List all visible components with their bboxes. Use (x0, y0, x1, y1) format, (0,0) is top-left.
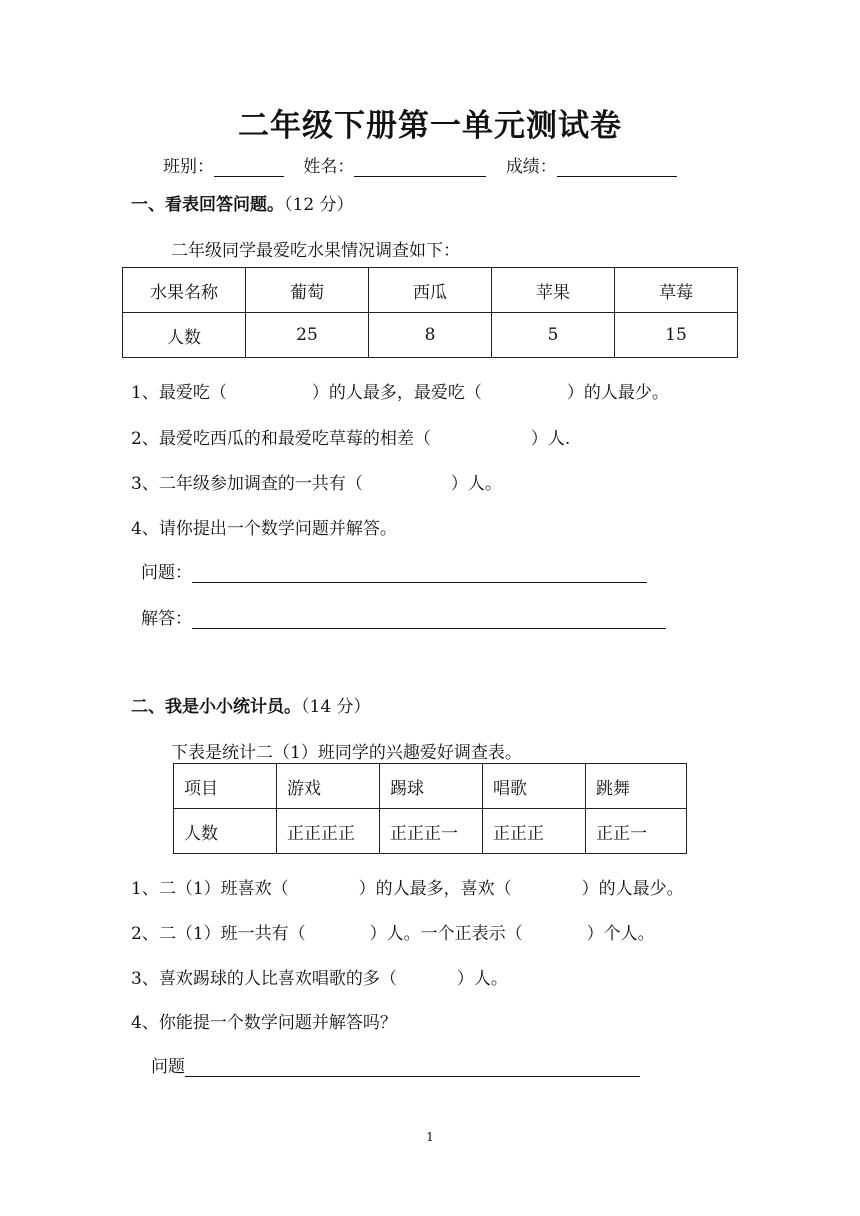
section1-question-3: 3、二年级参加调查的一共有（ ）人。 (131, 474, 502, 494)
section2-question-4: 4、你能提一个数学问题并解答吗？ (131, 1013, 397, 1033)
fruit-table (122, 267, 738, 358)
table-row (174, 764, 687, 809)
table-cell: 正正正正 (277, 809, 380, 854)
section1-intro: 二年级同学最爱吃水果情况调查如下： (171, 241, 460, 261)
section1-question-2: 2、最爱吃西瓜的和最爱吃草莓的相差（ ）人. (131, 429, 571, 449)
table-cell: 西瓜 (369, 268, 492, 313)
class-field[interactable] (214, 158, 284, 177)
table-cell: 苹果 (492, 268, 615, 313)
section2-points: （14 分） (301, 697, 371, 717)
table-cell: 正正正一 (380, 809, 483, 854)
section1-heading: 一、看表回答问题。（12 分） (131, 195, 354, 215)
table-cell: 草莓 (615, 268, 738, 313)
section2-question-1: 1、二（1）班喜欢（ ）的人最多，喜欢（ ）的人最少。 (131, 879, 684, 899)
section1-question-4: 4、请你提出一个数学问题并解答。 (131, 519, 397, 539)
score-label: 成绩： (505, 157, 557, 177)
table-cell: 5 (492, 313, 615, 358)
section2-question-2: 2、二（1）班一共有（ ）人。一个正表示（ ）个人。 (131, 924, 655, 944)
table-cell: 水果名称 (123, 268, 246, 313)
question-field[interactable] (185, 1058, 640, 1077)
answer-field[interactable] (192, 610, 666, 629)
table-row (174, 809, 687, 854)
section2-question-line: 问题 (151, 1052, 640, 1077)
page-title: 二年级下册第一单元测试卷 (238, 108, 622, 144)
section2-heading: 二、我是小小统计员。（14 分） (131, 697, 371, 717)
section1-question-line: 问题： (141, 558, 647, 583)
name-label: 姓名： (303, 157, 355, 177)
score-field[interactable] (557, 158, 677, 177)
table-cell: 游戏 (277, 764, 380, 809)
question-field[interactable] (192, 564, 647, 583)
table-cell: 跳舞 (586, 764, 687, 809)
section2-intro: 下表是统计二（1）班同学的兴趣爱好调查表。 (171, 743, 522, 763)
table-row (123, 268, 738, 313)
page-number: 1 (426, 1130, 434, 1144)
section1-answer-line: 解答： (141, 604, 666, 629)
table-cell: 项目 (174, 764, 277, 809)
name-field[interactable] (354, 158, 486, 177)
table-row (123, 313, 738, 358)
table-cell: 唱歌 (483, 764, 586, 809)
section1-question-1: 1、最爱吃（ ）的人最多，最爱吃（ ）的人最少。 (131, 383, 669, 403)
table-cell: 葡萄 (246, 268, 369, 313)
hobby-table (173, 763, 687, 854)
table-cell: 正正正 (483, 809, 586, 854)
class-label: 班别： (163, 157, 214, 177)
table-cell: 人数 (123, 313, 246, 358)
table-cell: 15 (615, 313, 738, 358)
table-cell: 8 (369, 313, 492, 358)
table-cell: 人数 (174, 809, 277, 854)
student-info-row (163, 152, 691, 177)
section1-points: （12 分） (284, 195, 354, 215)
table-cell: 踢球 (380, 764, 483, 809)
section2-question-3: 3、喜欢踢球的人比喜欢唱歌的多（ ）人。 (131, 969, 508, 989)
table-cell: 正正一 (586, 809, 687, 854)
table-cell: 25 (246, 313, 369, 358)
